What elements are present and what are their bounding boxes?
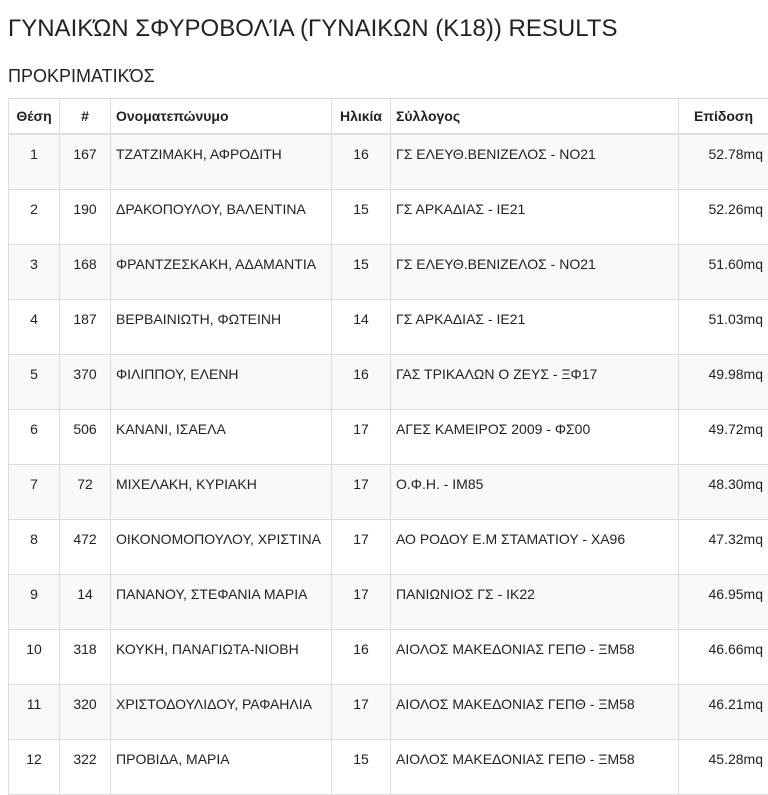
cell-performance: 46.95mq (679, 575, 768, 630)
cell-performance: 51.60mq (679, 245, 768, 300)
cell-club: ΓΣ ΑΡΚΑΔΙΑΣ - ΙΕ21 (391, 300, 679, 355)
cell-athlete-name: ΧΡΙΣΤΟΔΟΥΛΙΔΟΥ, ΡΑΦΑΗΛΙΑ (111, 685, 332, 740)
page-title: ΓΥΝΑΙΚΏΝ ΣΦΥΡΟΒΟΛΊΑ (ΓΥΝΑΙΚΩΝ (Κ18)) RESULTS (8, 15, 617, 43)
cell-club: ΓΑΣ ΤΡΙΚΑΛΩΝ Ο ΖΕΥΣ - ΞΦ17 (391, 355, 679, 410)
column-header-performance: Επίδοση (679, 99, 768, 135)
cell-age: 17 (332, 575, 391, 630)
cell-age: 15 (332, 190, 391, 245)
cell-age: 14 (332, 300, 391, 355)
table-row (9, 355, 768, 410)
table-row (9, 465, 768, 520)
cell-club: Ο.Φ.Η. - ΙΜ85 (391, 465, 679, 520)
table-row (9, 190, 768, 245)
cell-performance: 47.32mq (679, 520, 768, 575)
table-row (9, 410, 768, 465)
cell-club: ΑΟ ΡΟΔΟΥ Ε.Μ ΣΤΑΜΑΤΙΟΥ - ΧΑ96 (391, 520, 679, 575)
table-row (9, 575, 768, 630)
cell-age: 15 (332, 245, 391, 300)
table-row (9, 134, 768, 190)
cell-position: 11 (9, 685, 60, 740)
cell-bib: 167 (60, 134, 111, 190)
cell-club: ΓΣ ΕΛΕΥΘ.ΒΕΝΙΖΕΛΟΣ - ΝΟ21 (391, 134, 679, 190)
cell-athlete-name: ΚΑΝΑΝΙ, ΙΣΑΕΛΑ (111, 410, 332, 465)
cell-athlete-name: ΚΟΥΚΗ, ΠΑΝΑΓΙΩΤΑ-ΝΙΟΒΗ (111, 630, 332, 685)
table-row (9, 300, 768, 355)
cell-athlete-name: ΦΡΑΝΤΖΕΣΚΑΚΗ, ΑΔΑΜΑΝΤΙΑ (111, 245, 332, 300)
cell-bib: 187 (60, 300, 111, 355)
cell-age: 17 (332, 465, 391, 520)
cell-bib: 318 (60, 630, 111, 685)
table-row (9, 245, 768, 300)
cell-club: ΑΓΕΣ ΚΑΜΕΙΡΟΣ 2009 - ΦΣ00 (391, 410, 679, 465)
cell-athlete-name: ΤΖΑΤΖΙΜΑΚΗ, ΑΦΡΟΔΙΤΗ (111, 134, 332, 190)
cell-position: 7 (9, 465, 60, 520)
cell-athlete-name: ΟΙΚΟΝΟΜΟΠΟΥΛΟΥ, ΧΡΙΣΤΙΝΑ (111, 520, 332, 575)
cell-club: ΓΣ ΕΛΕΥΘ.ΒΕΝΙΖΕΛΟΣ - ΝΟ21 (391, 245, 679, 300)
cell-athlete-name: ΜΙΧΕΛΑΚΗ, ΚΥΡΙΑΚΗ (111, 465, 332, 520)
cell-position: 2 (9, 190, 60, 245)
column-header-name: Ονοματεπώνυμο (111, 99, 332, 135)
cell-position: 1 (9, 134, 60, 190)
cell-bib: 72 (60, 465, 111, 520)
cell-age: 17 (332, 410, 391, 465)
cell-bib: 322 (60, 740, 111, 795)
table-row (9, 685, 768, 740)
table-row (9, 630, 768, 685)
cell-club: ΑΙΟΛΟΣ ΜΑΚΕΔΟΝΙΑΣ ΓΕΠΘ - ΞΜ58 (391, 685, 679, 740)
cell-age: 16 (332, 355, 391, 410)
cell-position: 9 (9, 575, 60, 630)
cell-age: 17 (332, 685, 391, 740)
column-header-age: Ηλικία (332, 99, 391, 135)
cell-position: 12 (9, 740, 60, 795)
cell-position: 5 (9, 355, 60, 410)
cell-bib: 190 (60, 190, 111, 245)
cell-performance: 46.21mq (679, 685, 768, 740)
cell-age: 16 (332, 630, 391, 685)
cell-bib: 168 (60, 245, 111, 300)
cell-bib: 320 (60, 685, 111, 740)
cell-club: ΠΑΝΙΩΝΙΟΣ ΓΣ - ΙΚ22 (391, 575, 679, 630)
cell-position: 4 (9, 300, 60, 355)
cell-position: 10 (9, 630, 60, 685)
cell-performance: 49.72mq (679, 410, 768, 465)
cell-position: 8 (9, 520, 60, 575)
cell-performance: 49.98mq (679, 355, 768, 410)
table-row (9, 520, 768, 575)
cell-performance: 52.78mq (679, 134, 768, 190)
cell-club: ΑΙΟΛΟΣ ΜΑΚΕΔΟΝΙΑΣ ΓΕΠΘ - ΞΜ58 (391, 630, 679, 685)
table-row (9, 740, 768, 795)
cell-athlete-name: ΦΙΛΙΠΠΟΥ, ΕΛΕΝΗ (111, 355, 332, 410)
cell-bib: 370 (60, 355, 111, 410)
cell-club: ΑΙΟΛΟΣ ΜΑΚΕΔΟΝΙΑΣ ΓΕΠΘ - ΞΜ58 (391, 740, 679, 795)
cell-age: 15 (332, 740, 391, 795)
cell-age: 16 (332, 134, 391, 190)
cell-performance: 46.66mq (679, 630, 768, 685)
cell-bib: 472 (60, 520, 111, 575)
cell-performance: 51.03mq (679, 300, 768, 355)
cell-athlete-name: ΔΡΑΚΟΠΟΥΛΟΥ, ΒΑΛΕΝΤΙΝΑ (111, 190, 332, 245)
table-header-row (9, 99, 768, 135)
cell-performance: 52.26mq (679, 190, 768, 245)
cell-age: 17 (332, 520, 391, 575)
cell-position: 3 (9, 245, 60, 300)
section-title: ΠΡΟΚΡΙΜΑΤΙΚΌΣ (8, 66, 155, 87)
cell-athlete-name: ΠΑΝΑΝΟΥ, ΣΤΕΦΑΝΙΑ ΜΑΡΙΑ (111, 575, 332, 630)
column-header-position: Θέση (9, 99, 60, 135)
results-table (8, 98, 768, 795)
cell-athlete-name: ΠΡΟΒΙΔΑ, ΜΑΡΙΑ (111, 740, 332, 795)
cell-position: 6 (9, 410, 60, 465)
cell-bib: 506 (60, 410, 111, 465)
cell-club: ΓΣ ΑΡΚΑΔΙΑΣ - ΙΕ21 (391, 190, 679, 245)
cell-performance: 45.28mq (679, 740, 768, 795)
cell-bib: 14 (60, 575, 111, 630)
cell-athlete-name: ΒΕΡΒΑΙΝΙΩΤΗ, ΦΩΤΕΙΝΗ (111, 300, 332, 355)
cell-performance: 48.30mq (679, 465, 768, 520)
column-header-club: Σύλλογος (391, 99, 679, 135)
column-header-bib: # (60, 99, 111, 135)
